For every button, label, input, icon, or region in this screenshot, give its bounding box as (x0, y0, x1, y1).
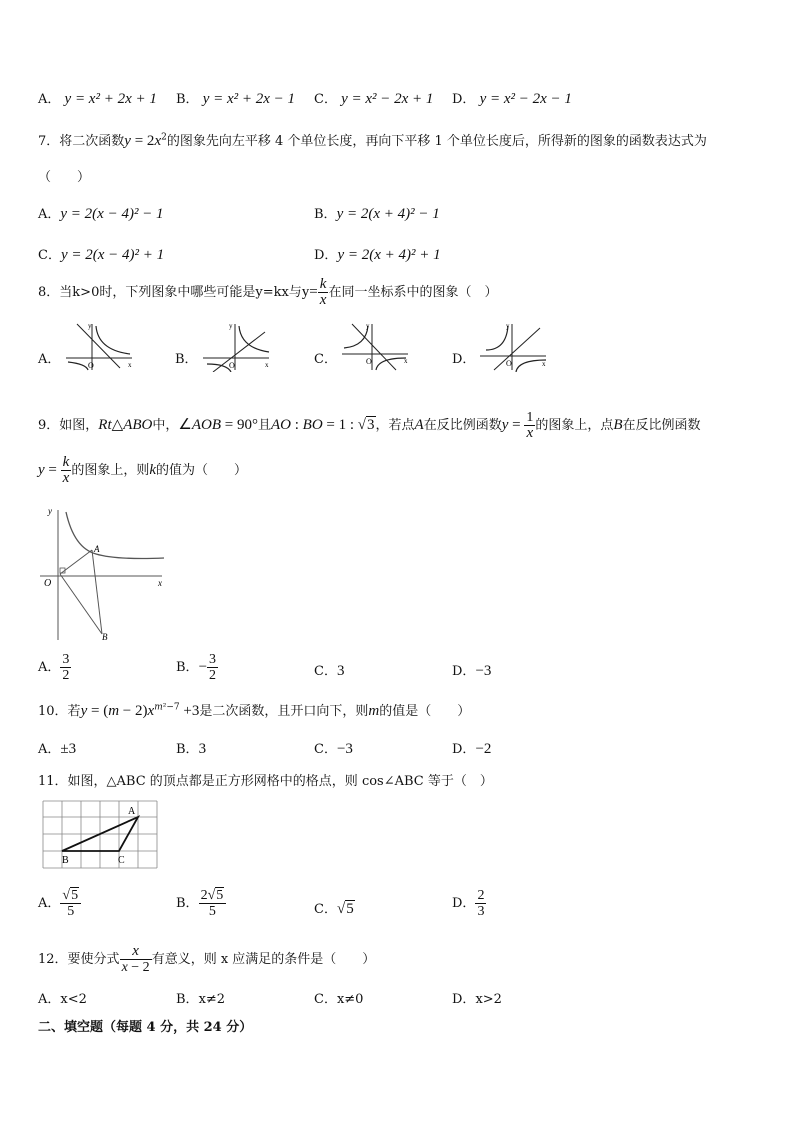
q9-stem-line2: y = $\frac{k}{x}$ 的图象上，则k的值为（ ） (38, 454, 248, 486)
q8-label-a: A． (38, 352, 61, 367)
q11-option-c: C．√5 (314, 901, 354, 917)
q6-option-d: D． y = x² − 2x − 1 (452, 91, 572, 107)
svg-text:x: x (128, 361, 132, 369)
q7-option-b: B．y = 2(x + 4)² − 1 (314, 206, 440, 222)
svg-text:A: A (128, 806, 136, 817)
svg-text:x: x (542, 360, 546, 368)
svg-text:A: A (94, 544, 100, 554)
q7-option-a: A．y = 2(x − 4)² − 1 (38, 206, 164, 222)
svg-text:x: x (404, 357, 408, 365)
q9-option-c: C．3 (314, 663, 345, 679)
q8-graph-c (338, 320, 414, 372)
q10-option-b: B．3 (176, 741, 207, 757)
svg-text:O: O (44, 578, 52, 589)
q8-label-d: D． (452, 352, 476, 367)
svg-text:y: y (88, 322, 92, 330)
q9-option-b: B．− $\frac{3}{2}$ (176, 652, 217, 683)
q6-option-a: A． y = x² + 2x + 1 (38, 91, 157, 107)
q7-option-c: C．y = 2(x − 4)² + 1 (38, 247, 165, 263)
q12-option-a: A．x<2 (38, 992, 87, 1007)
q7-stem: 7．将二次函数$y = 2x^2$的图象先向左平移 4 个单位长度，再向下平移 1 个单位长度后，所得新的图象的函数表达式为 (38, 132, 707, 149)
q12-stem: 12．要使分式 $\frac{x}{x - 2}$ 有意义，则 x 应满足的条件是（ ） (38, 943, 376, 975)
svg-text:B: B (102, 632, 108, 642)
svg-text:O: O (88, 361, 94, 370)
svg-text:y: y (48, 506, 52, 516)
q10-stem: 10．若$y = (m - 2)x^{m^2-7} +3$是二次函数，且开口向下，则m的值是（ ） (38, 702, 471, 719)
q11-grid-figure (42, 800, 160, 872)
q8-label-b: B． (175, 352, 198, 367)
svg-text:B: B (62, 855, 69, 866)
svg-text:y: y (229, 322, 233, 330)
svg-text:O: O (366, 357, 372, 366)
q7-option-d: D．y = 2(x + 4)² + 1 (314, 247, 441, 263)
q9-figure (36, 502, 170, 644)
q9-stem-line1: 9．如图，Rt△ABO中，∠AOB = 90°且AO : BO = 1 : √3，若点A在反比例函数y = $\frac{1}{x}$ 的图象上，点B在反比例函数 (38, 410, 701, 441)
svg-text:x: x (158, 578, 162, 588)
q7-paren: （ ） (38, 170, 91, 185)
svg-text:O: O (229, 361, 235, 370)
q8-graph-b (199, 320, 275, 372)
q12-option-d: D．x>2 (452, 992, 502, 1007)
q9-option-a: A． $\frac{3}{2}$ (38, 652, 70, 683)
q6-option-a-expr: y = x² + 2x + 1 (64, 91, 157, 107)
q12-option-c: C．x≠0 (314, 992, 364, 1007)
q10-option-d: D．−2 (452, 741, 492, 757)
q11-option-d: D． $\frac{2}{3}$ (452, 888, 485, 919)
q8-stem: 8．当k>0时，下列图象中哪些可能是y=kx与y= $\frac{k}{x}$ 在同一坐标系中的图象（ ） (38, 276, 498, 308)
svg-text:O: O (506, 359, 512, 368)
q12-option-b: B．x≠2 (176, 992, 226, 1007)
svg-text:y: y (506, 322, 510, 330)
q8-graph-a (62, 320, 138, 372)
section-heading-fill-blank: 二、填空题（每题 4 分，共 24 分） (38, 1020, 253, 1035)
q6-option-b: B． y = x² + 2x − 1 (176, 91, 296, 107)
svg-text:y: y (366, 322, 370, 330)
svg-text:C: C (118, 855, 125, 866)
q11-stem: 11．如图，△ABC 的顶点都是正方形网格中的格点，则 cos∠ABC 等于（ ） (38, 774, 493, 789)
q8-graph-d (476, 320, 552, 372)
q9-option-d: D．−3 (452, 663, 492, 679)
q8-label-c: C． (314, 352, 337, 367)
q11-option-b: B． $\frac{2√5}{5}$ (176, 888, 226, 919)
q10-option-c: C．−3 (314, 741, 353, 757)
q11-option-a: A． $\frac{√5}{5}$ (38, 888, 81, 919)
svg-text:x: x (265, 361, 269, 369)
q6-option-c: C． y = x² − 2x + 1 (314, 91, 434, 107)
q10-option-a: A．±3 (38, 741, 77, 757)
